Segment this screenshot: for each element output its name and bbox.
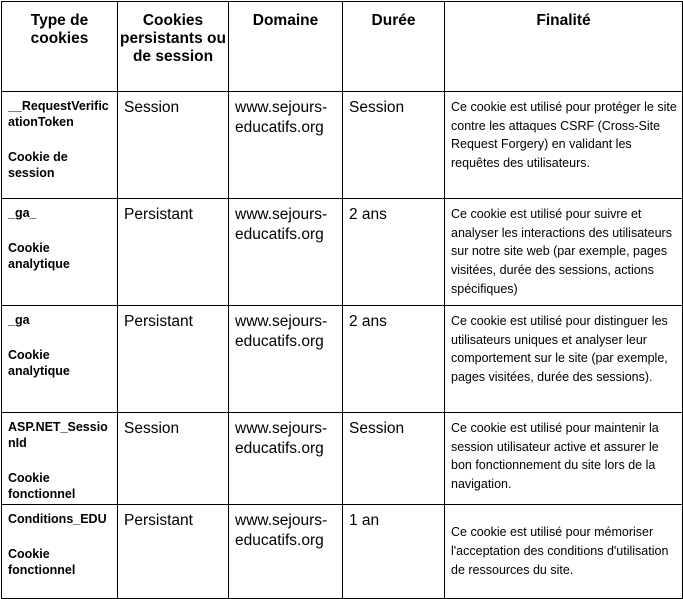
cookie-category: Cookie analytique (8, 241, 70, 271)
header-duration (343, 2, 445, 92)
cell-domain (229, 199, 343, 306)
cell-domain (229, 505, 343, 599)
header-duration-label: Durée (371, 12, 416, 29)
table-row (2, 505, 683, 599)
cell-persistence (118, 505, 229, 599)
cookie-domain: www.sejours-educatifs.org (235, 512, 328, 549)
cell-purpose (445, 505, 683, 599)
cell-purpose (445, 306, 683, 413)
cell-persistence (118, 306, 229, 413)
cookie-category: Cookie fonctionnel (8, 471, 76, 501)
cell-domain (229, 92, 343, 199)
cookie-duration: 1 an (349, 512, 380, 529)
cookie-purpose: Ce cookie est utilisé pour mémoriser l'acceptation des conditions d'utilisation de ressources du site. (451, 525, 669, 577)
cookie-persistence: Session (124, 420, 180, 437)
header-type (2, 2, 118, 92)
cell-purpose (445, 92, 683, 199)
header-domain (229, 2, 343, 92)
cookie-duration: 2 ans (349, 206, 387, 223)
cookie-domain: www.sejours-educatifs.org (235, 420, 328, 457)
cell-domain (229, 413, 343, 505)
cookie-name: _ga (8, 313, 30, 327)
cookie-purpose: Ce cookie est utilisé pour suivre et analyser les interactions des utilisateurs sur notre site web (par exemple, pages visitées, durée des sessions, actions spécifiques) (451, 207, 672, 296)
cookie-domain: www.sejours-educatifs.org (235, 99, 328, 136)
cookie-persistence: Persistant (124, 313, 193, 330)
cookie-category: Cookie fonctionnel (8, 547, 76, 577)
cell-purpose (445, 413, 683, 505)
cookie-category: Cookie de session (8, 150, 68, 180)
cell-duration (343, 505, 445, 599)
cookie-persistence: Persistant (124, 206, 193, 223)
cell-persistence (118, 199, 229, 306)
cookie-persistence: Persistant (124, 512, 193, 529)
cookie-purpose: Ce cookie est utilisé pour distinguer les utilisateurs uniques et analyser leur comportement sur le site (par exemple, pages visitées, durée des sessions). (451, 314, 668, 385)
cell-type (2, 505, 118, 599)
cookie-duration: Session (349, 99, 405, 116)
cookie-domain: www.sejours-educatifs.org (235, 206, 328, 243)
cell-type (2, 199, 118, 306)
table-row (2, 413, 683, 505)
cell-type (2, 92, 118, 199)
cell-type (2, 413, 118, 505)
cookie-duration: 2 ans (349, 313, 387, 330)
cookie-name: _ga_ (8, 206, 37, 220)
cell-persistence (118, 92, 229, 199)
cell-duration (343, 199, 445, 306)
cell-duration (343, 92, 445, 199)
cell-duration (343, 413, 445, 505)
cookie-name: ASP.NET_SessionId (8, 420, 108, 450)
cell-persistence (118, 413, 229, 505)
table-row (2, 306, 683, 413)
header-type-label: Type de cookies (30, 12, 89, 47)
header-domain-label: Domaine (252, 12, 319, 29)
cookie-name: Conditions_EDU (8, 512, 107, 526)
cookie-duration: Session (349, 420, 405, 437)
cookie-domain: www.sejours-educatifs.org (235, 313, 328, 350)
header-purpose-label: Finalité (536, 12, 591, 29)
table-row (2, 92, 683, 199)
cookie-purpose: Ce cookie est utilisé pour maintenir la session utilisateur active et assurer le bon fonctionnement du site lors de la navigation. (451, 421, 659, 492)
table-row (2, 199, 683, 306)
cookie-category: Cookie analytique (8, 348, 70, 378)
cell-purpose (445, 199, 683, 306)
cookie-persistence: Session (124, 99, 180, 116)
header-persistence (118, 2, 229, 92)
cell-domain (229, 306, 343, 413)
table-header-row (2, 2, 683, 92)
header-persistence-label: Cookies persistants ou de session (120, 12, 226, 65)
cookie-purpose: Ce cookie est utilisé pour protéger le site contre les attaques CSRF (Cross-Site Request Forgery) en validant les requêtes des utilisateurs. (451, 100, 677, 171)
header-purpose (445, 2, 683, 92)
cookies-table (1, 1, 683, 599)
cell-type (2, 306, 118, 413)
cell-duration (343, 306, 445, 413)
cookie-name: __RequestVerificationToken (8, 99, 109, 129)
